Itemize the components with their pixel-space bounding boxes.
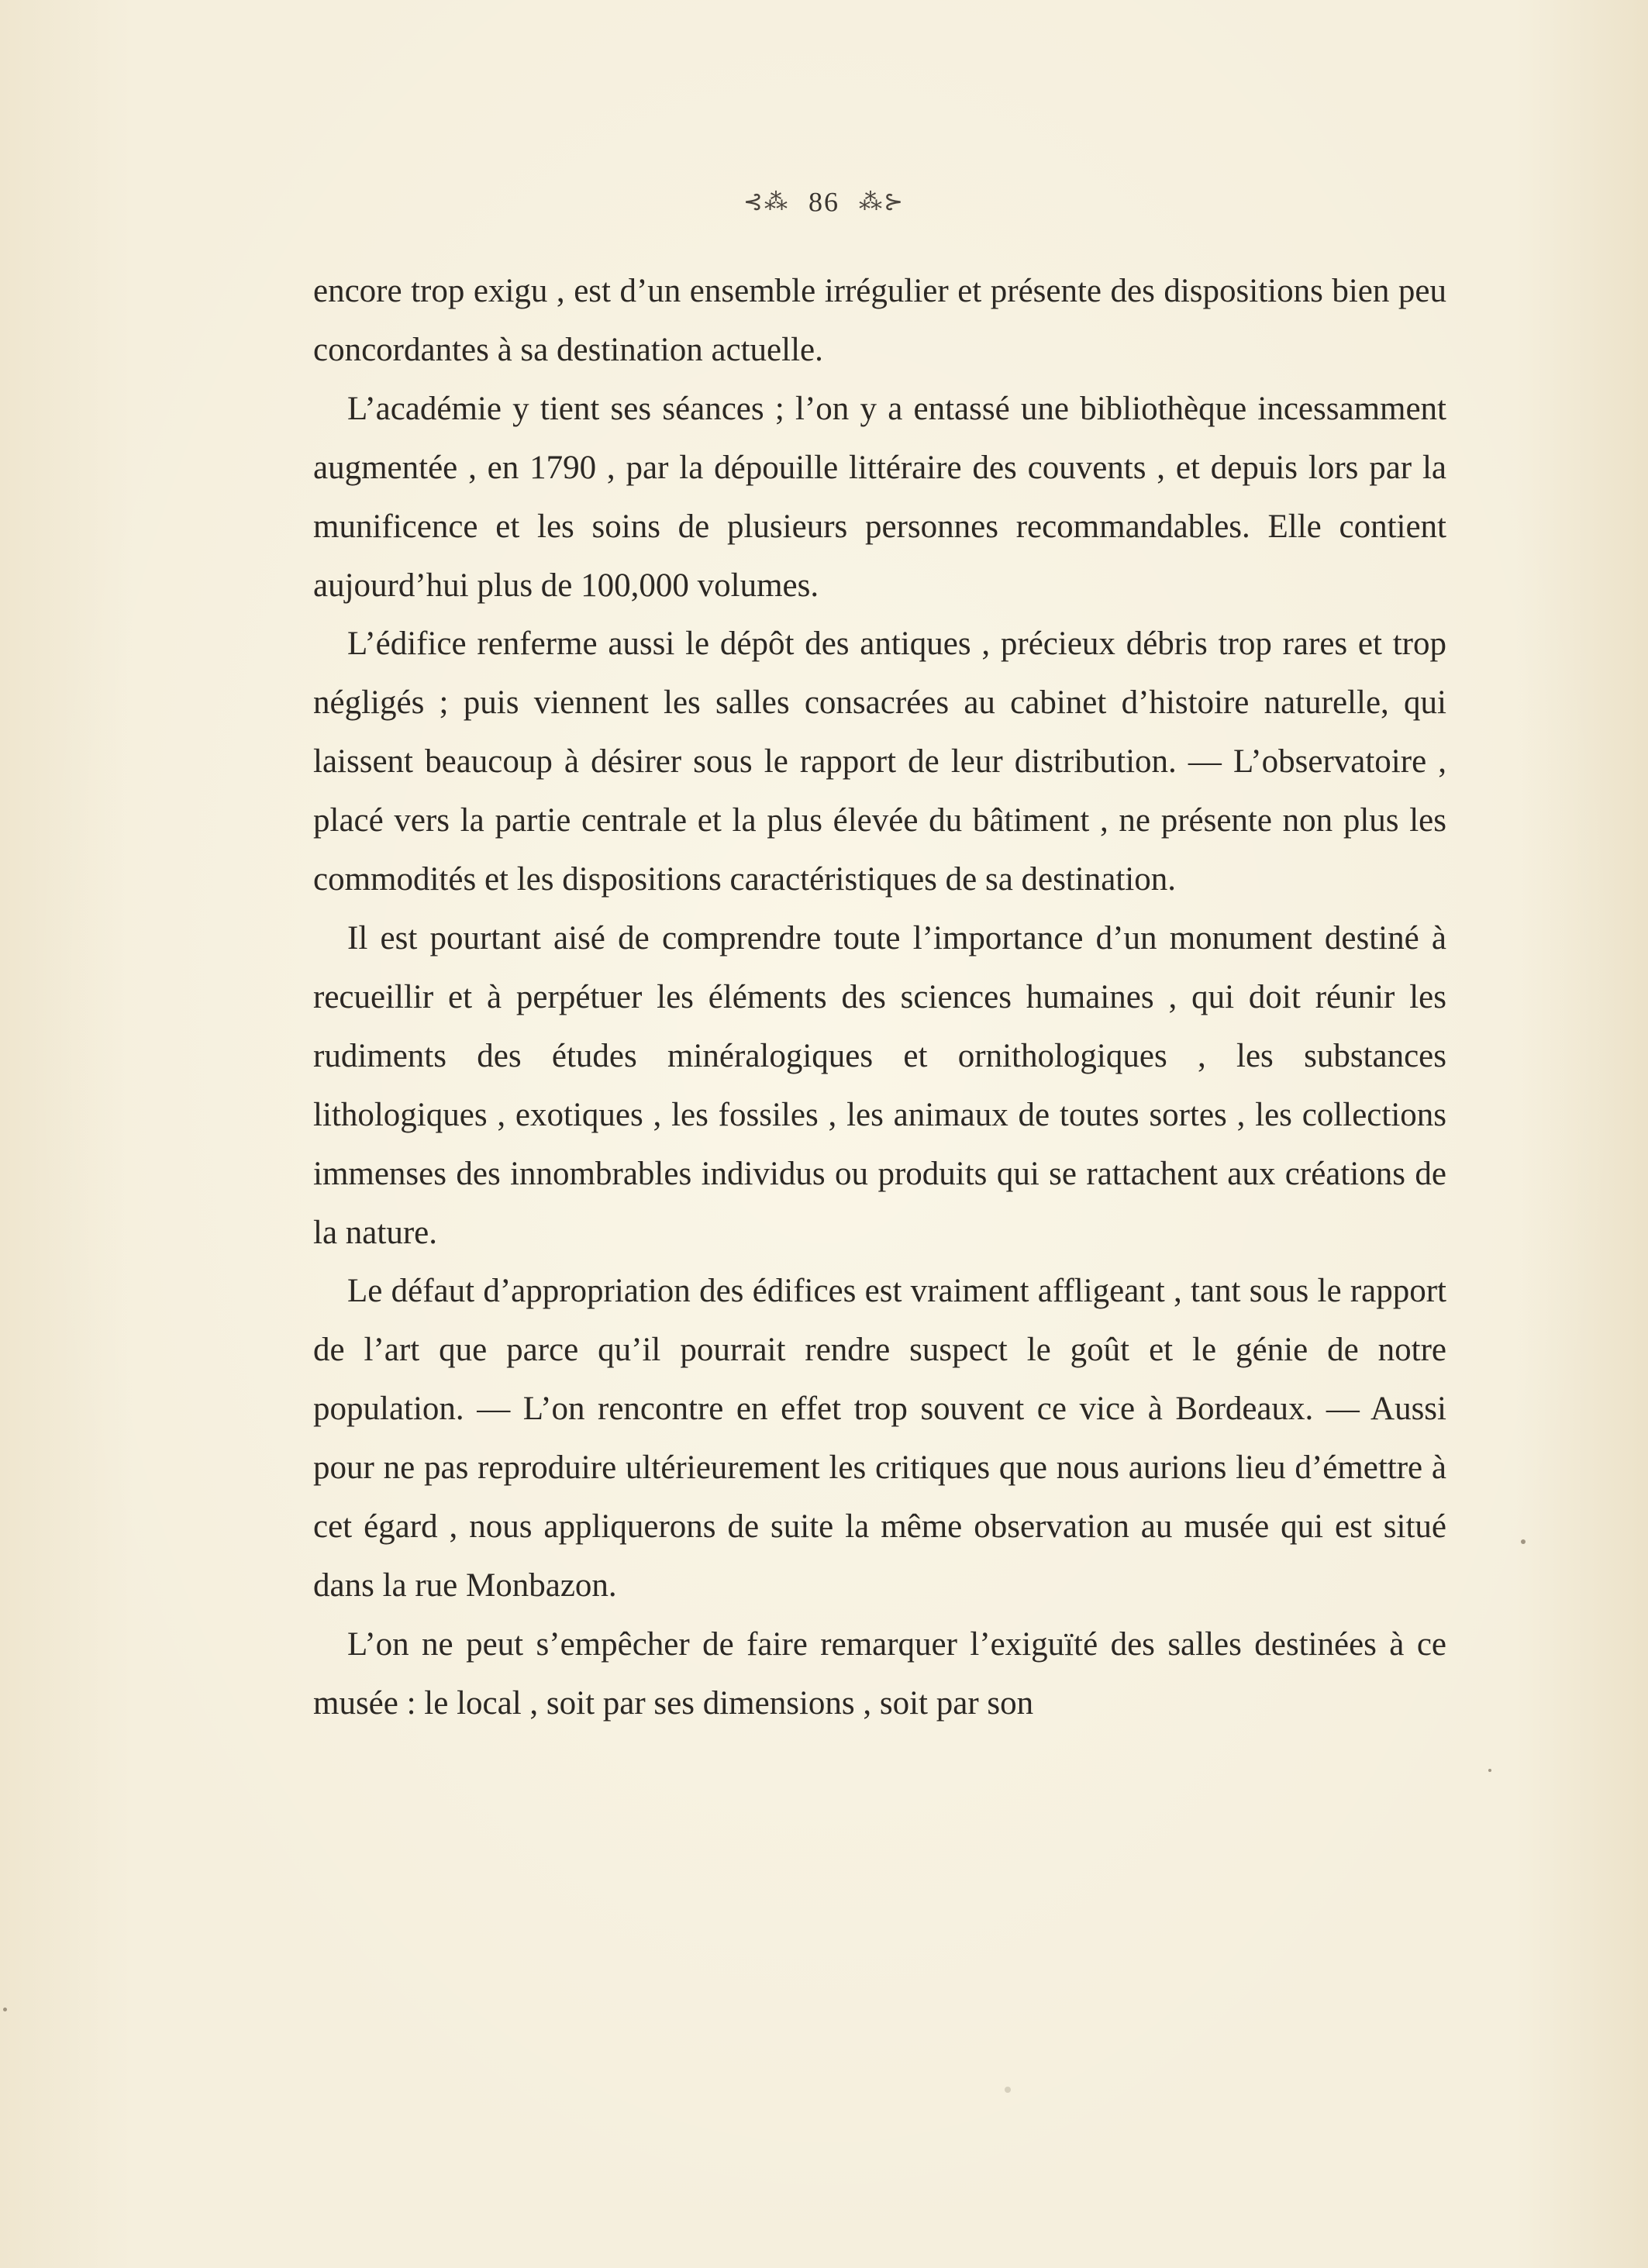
- paragraph: L’on ne peut s’empêcher de faire remarquer l’exiguïté des salles destinées à ce musée : le local , soit par ses dimensions , soit par son: [313, 1625, 1446, 1722]
- body-text: [313, 262, 1446, 1733]
- running-head: [0, 183, 1648, 219]
- paper-speck: [1488, 1769, 1491, 1772]
- paragraph: Le défaut d’appropriation des édifices est vraiment affligeant , tant sous le rapport de l’art que parce qu’il pourrait rendre suspect le goût et le génie de notre population. — L’on rencontre en effet trop souvent ce vice à Bordeaux. — Aussi pour ne pas reproduire ultérieurement les critiques que nous aurions lieu d’émettre à cet égard , nous appliquerons de suite la même observation au musée qui est situé dans la rue Monbazon.: [313, 1273, 1446, 1604]
- paragraph: Il est pourtant aisé de comprendre toute l’importance d’un monument destiné à recueillir et à perpétuer les éléments des sciences humaines , qui doit réunir les rudiments des études minéralogiques et ornithologiques , les substances lithologiques , exotiques , les fossiles , les animaux de toutes sortes , les collections immenses des innombrables individus ou produits qui se rattachent aux créations de la nature.: [313, 919, 1446, 1251]
- page-number: 86: [808, 186, 840, 218]
- ornament-left-icon: ⊰⁂: [743, 189, 789, 215]
- paper-speck: [1521, 1539, 1526, 1544]
- ornament-right-icon: ⁂⊱: [859, 189, 905, 215]
- paper-speck: [1005, 2087, 1011, 2093]
- paragraph: encore trop exigu , est d’un ensemble irrégulier et présente des dispositions bien peu concordantes à sa destination actuelle.: [313, 273, 1446, 368]
- paper-speck: [3, 2008, 7, 2011]
- paragraph: L’édifice renferme aussi le dépôt des antiques , précieux débris trop rares et trop négligés ; puis viennent les salles consacrées au cabinet d’histoire naturelle, qui laissent beaucoup à désirer sous le rapport de leur distribution. — L’observatoire , placé vers la partie centrale et la plus élevée du bâtiment , ne présente non plus les commodités et les dispositions caractéristiques de sa destination.: [313, 626, 1446, 898]
- paragraph: L’académie y tient ses séances ; l’on y a entassé une bibliothèque incessamment augmentée , en 1790 , par la dépouille littéraire des couvents , et depuis lors par la munificence et les soins de plusieurs personnes recommandables. Elle contient aujourd’hui plus de 100,000 volumes.: [313, 390, 1446, 604]
